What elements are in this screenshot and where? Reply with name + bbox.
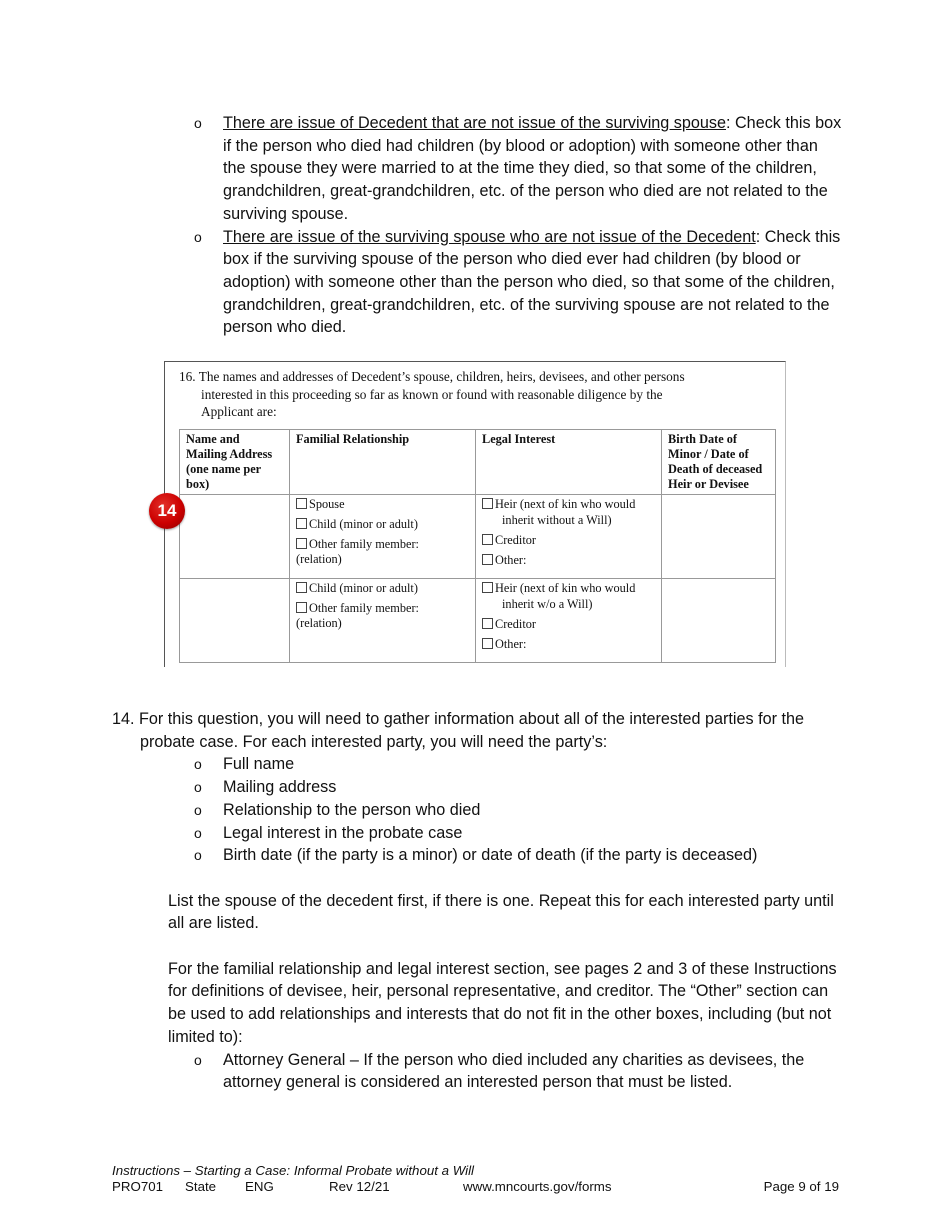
date-cell	[662, 495, 776, 579]
page-number: Page 9 of 19	[763, 1179, 839, 1194]
checkbox-icon	[296, 498, 307, 509]
checkbox-option: Other family member:	[296, 601, 469, 616]
bullet-icon: o	[194, 801, 202, 818]
footer-title: Instructions – Starting a Case: Informal Probate without a Will	[112, 1163, 475, 1178]
list-item: o Birth date (if the party is a minor) or date of death (if the party is deceased)	[194, 844, 847, 867]
bullet-icon: o	[194, 847, 202, 864]
question-line: Applicant are:	[201, 404, 277, 419]
checkbox-icon	[296, 518, 307, 529]
checkbox-icon	[482, 618, 493, 629]
bullet-term: There are issue of Decedent that are not issue of the surviving spouse	[223, 114, 726, 132]
table-header-row	[180, 430, 776, 495]
bullet-text: : Check this box if the surviving spouse of the person who died ever had children (by blood or adoption) with someone other than the person who died, so that some of the children, grandchildren, great-grandchildren, etc. of the surviving spouse are not related to the person who died.	[223, 227, 841, 337]
option-continuation: inherit without a Will)	[502, 513, 612, 527]
checkbox-option: Creditor	[482, 533, 655, 548]
checkbox-option: Heir (next of kin who would	[482, 581, 655, 596]
question-line: interested in this proceeding so far as known or found with reasonable diligence by the	[201, 386, 663, 402]
spouse-first-paragraph: List the spouse of the decedent first, if there is one. Repeat this for each interested party until all are listed.	[168, 891, 834, 933]
bullet-icon: o	[194, 756, 202, 773]
list-item: o Attorney General – If the person who died included any charities as devisees, the attorney general is considered an interested person that must be listed.	[194, 1050, 805, 1092]
relation-note: (relation)	[296, 616, 342, 630]
forms-url[interactable]: www.mncourts.gov/forms	[463, 1179, 612, 1194]
bullet-icon: o	[194, 228, 202, 245]
checkbox-icon	[482, 534, 493, 545]
checkbox-option: Other:	[482, 553, 655, 568]
checkbox-option: Other family member:	[296, 537, 469, 552]
bullet-icon: o	[194, 779, 202, 796]
checkbox-icon	[482, 554, 493, 565]
header-name: Name and Mailing Address (one name per box)	[180, 430, 290, 495]
bullet-text: : Check this box if the person who died had children (by blood or adoption) with someone other than the spouse they were married to at the time they died, so that some of the children, grandchildren, great-grandchildren, etc. of the person who died are not related to the surviving spouse.	[223, 114, 842, 223]
party-info-list	[112, 753, 847, 867]
checkbox-option: Heir (next of kin who would	[482, 497, 655, 512]
bullet-term: There are issue of the surviving spouse who are not issue of the Decedent	[223, 227, 756, 246]
q14-intro: 14. For this question, you will need to gather information about all of the interested parties for the probate case. For each interested party, you will need the party’s:	[112, 710, 804, 751]
table-row	[180, 579, 776, 663]
bullet-icon: o	[194, 1051, 202, 1068]
page-footer	[112, 1163, 839, 1195]
name-cell	[180, 579, 290, 663]
bullet-item	[194, 226, 844, 340]
footer-meta-row	[112, 1179, 839, 1195]
option-continuation: inherit w/o a Will)	[502, 597, 593, 611]
checkbox-option: Spouse	[296, 497, 469, 512]
header-relationship: Familial Relationship	[290, 430, 476, 495]
interested-parties-table	[179, 429, 776, 663]
question-line: 16. The names and addresses of Decedent’s spouse, children, heirs, devisees, and other persons	[179, 369, 685, 384]
checkbox-icon	[482, 582, 493, 593]
checkbox-icon	[296, 602, 307, 613]
language: ENG	[245, 1179, 274, 1194]
list-item: o Mailing address	[194, 776, 847, 799]
bullet-icon: o	[194, 115, 202, 131]
step-number-badge: 14	[149, 493, 185, 529]
checkbox-option: Child (minor or adult)	[296, 581, 469, 596]
checkbox-option: Creditor	[482, 617, 655, 632]
interest-cell	[476, 579, 662, 663]
date-cell	[662, 579, 776, 663]
form-code: PRO701	[112, 1179, 163, 1194]
list-item: o Legal interest in the probate case	[194, 822, 847, 845]
header-date: Birth Date of Minor / Date of Death of deceased Heir or Devisee	[662, 430, 776, 495]
form-excerpt-image	[164, 361, 786, 667]
bullet-icon: o	[194, 824, 202, 841]
interest-cell	[476, 495, 662, 579]
relationship-cell	[290, 579, 476, 663]
issue-checkbox-explanations	[194, 112, 844, 339]
jurisdiction: State	[185, 1179, 217, 1194]
checkbox-option: Child (minor or adult)	[296, 517, 469, 532]
revision: Rev 12/21	[329, 1179, 390, 1194]
relationship-cell	[290, 495, 476, 579]
relation-note: (relation)	[296, 552, 342, 566]
table-row	[180, 495, 776, 579]
checkbox-icon	[296, 538, 307, 549]
checkbox-icon	[482, 638, 493, 649]
form-question-16	[179, 368, 769, 421]
bullet-item	[194, 112, 844, 226]
checkbox-icon	[482, 498, 493, 509]
checkbox-icon	[296, 582, 307, 593]
question-14-instructions	[112, 708, 847, 1094]
name-cell	[180, 495, 290, 579]
checkbox-option: Other:	[482, 637, 655, 652]
relationship-definitions-paragraph: For the familial relationship and legal interest section, see pages 2 and 3 of these Instructions for definitions of devisee, heir, personal representative, and creditor. The “Other” section can be used to add relationships and interests that do not fit in the other boxes, including (but not limited to):	[168, 959, 837, 1046]
header-interest: Legal Interest	[476, 430, 662, 495]
list-item: o Relationship to the person who died	[194, 799, 847, 822]
other-section-list	[112, 1049, 847, 1094]
list-item: o Full name	[194, 753, 847, 776]
